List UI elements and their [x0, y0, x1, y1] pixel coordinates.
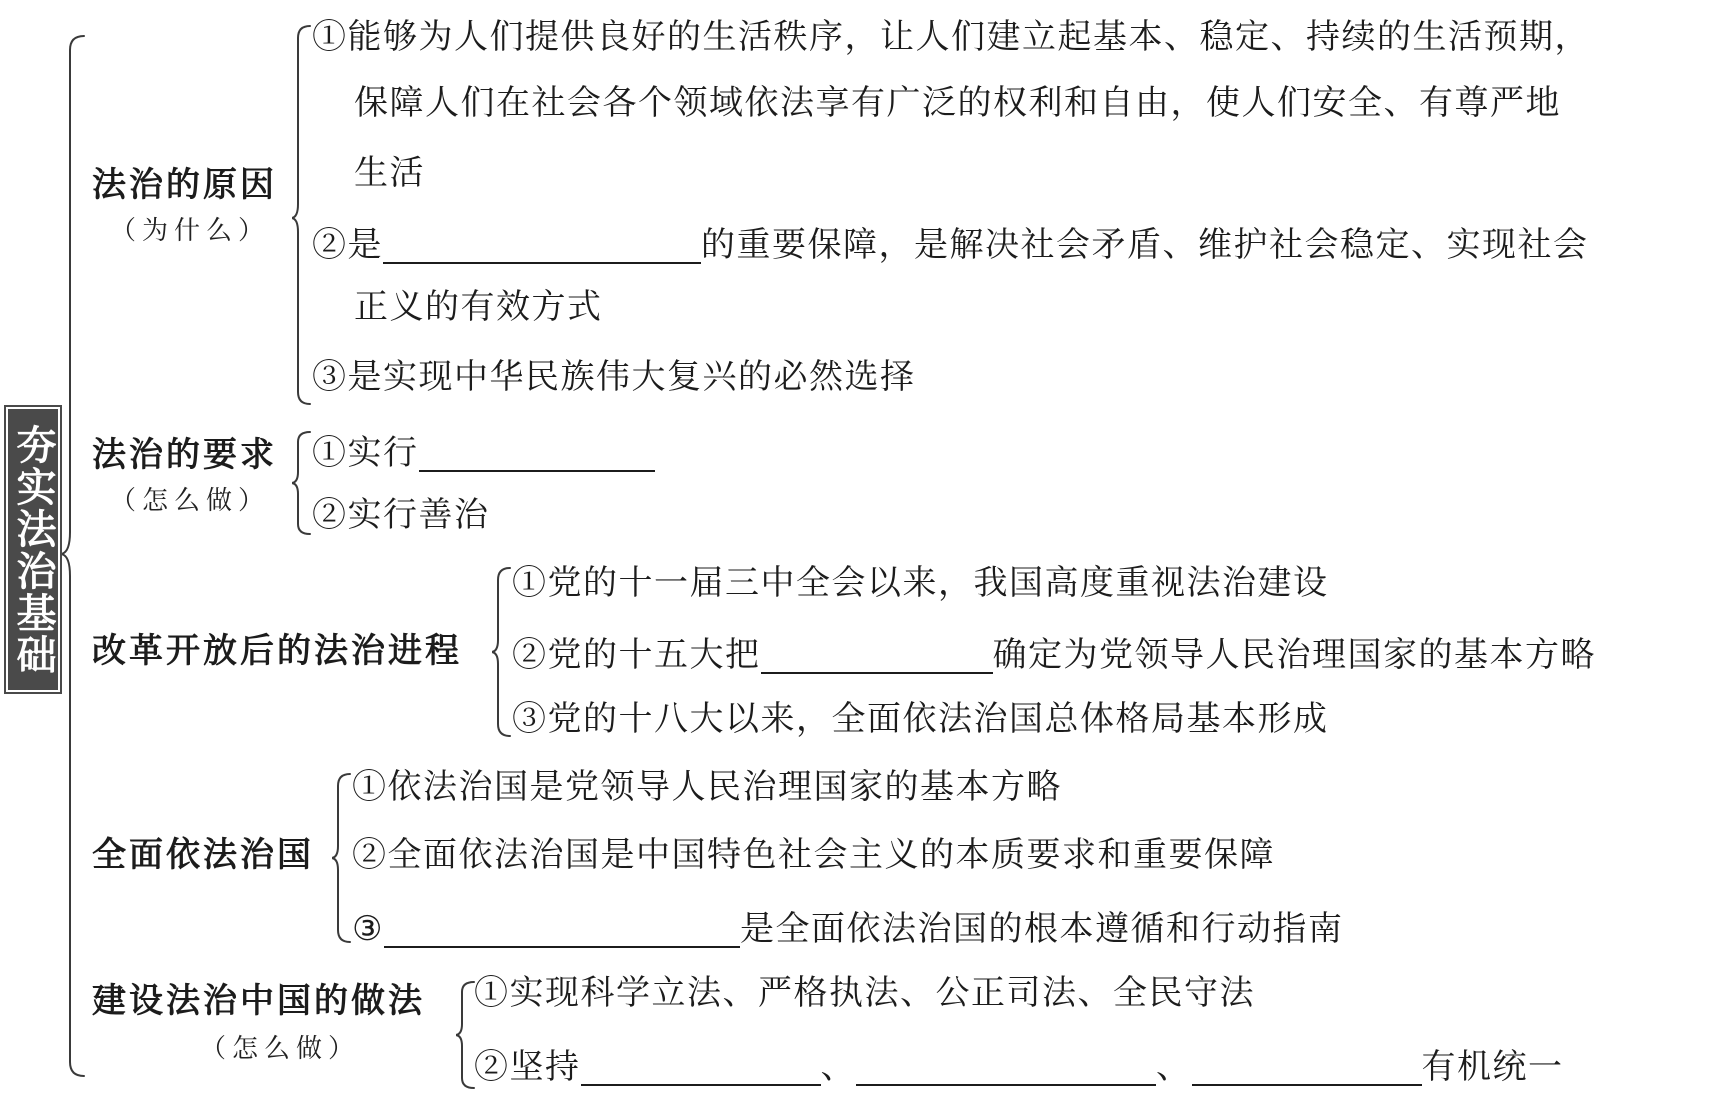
- item-progress-3: [512, 699, 1329, 739]
- item-text: 实现科学立法、严格执法、公正司法、全民守法: [509, 973, 1255, 1013]
- item-marker: ②: [312, 495, 348, 535]
- item-reason-1-line3: 生活: [354, 153, 425, 193]
- item-requirement-1: [312, 430, 655, 472]
- section-sublabel-reason: （为什么）: [110, 216, 271, 246]
- fill-in-blank[interactable]: [581, 1044, 821, 1086]
- item-comprehensive-1: [352, 767, 1062, 807]
- root-title-box: [6, 407, 60, 692]
- item-text: 党的十八大以来，全面依法治国总体格局基本形成: [547, 699, 1329, 739]
- brace-comprehensive: [332, 770, 354, 946]
- item-text: 依法治国是党领导人民治理国家的基本方略: [387, 767, 1062, 807]
- item-reason-2: [312, 222, 1589, 264]
- main-brace: [62, 32, 92, 1082]
- item-text-before: 党的十五大把: [547, 635, 761, 675]
- item-reason-1-line2: 保障人们在社会各个领域依法享有广泛的权利和自由，使人们安全、有尊严地: [354, 83, 1561, 123]
- item-progress-2: [512, 632, 1596, 674]
- item-marker: ①: [312, 433, 348, 473]
- item-text-after: 是全面依法治国的根本遵循和行动指南: [739, 909, 1344, 949]
- item-text: 党的十一届三中全会以来，我国高度重视法治建设: [547, 563, 1329, 603]
- item-marker: ③: [352, 909, 384, 949]
- item-text-before: 坚持: [509, 1047, 581, 1087]
- item-comprehensive-2: [352, 835, 1275, 875]
- item-marker: ③: [312, 357, 348, 397]
- brace-reason: [292, 22, 314, 408]
- item-reason-3: [312, 357, 916, 397]
- item-text-before: 实行: [347, 433, 419, 473]
- separator: 、: [1156, 1047, 1192, 1087]
- item-practice-1: [474, 973, 1255, 1013]
- item-reason-1: [312, 17, 1590, 57]
- item-practice-2: [474, 1044, 1564, 1086]
- item-text: 全面依法治国是中国特色社会主义的本质要求和重要保障: [387, 835, 1275, 875]
- item-text-after: 确定为党领导人民治理国家的基本方略: [992, 635, 1596, 675]
- item-marker: ③: [512, 699, 548, 739]
- item-marker: ②: [312, 225, 348, 265]
- section-label-comprehensive: 全面依法治国: [92, 835, 314, 875]
- item-marker: ②: [512, 635, 548, 675]
- fill-in-blank[interactable]: [383, 222, 701, 264]
- section-label-requirement: 法治的要求: [92, 435, 277, 475]
- brace-requirement: [292, 428, 314, 538]
- fill-in-blank[interactable]: [1192, 1044, 1422, 1086]
- separator: 、: [820, 1047, 856, 1087]
- brace-progress: [492, 564, 514, 740]
- section-label-progress: 改革开放后的法治进程: [92, 631, 462, 671]
- item-reason-2-line2: 正义的有效方式: [354, 287, 603, 327]
- section-label-reason: 法治的原因: [92, 165, 277, 205]
- item-marker: ①: [512, 563, 548, 603]
- section-sublabel-practice: （怎么做）: [200, 1034, 361, 1064]
- item-marker: ①: [352, 767, 388, 807]
- item-text: 能够为人们提供良好的生活秩序，让人们建立起基本、稳定、持续的生活预期，: [347, 17, 1590, 57]
- item-marker: ②: [352, 835, 388, 875]
- item-progress-1: [512, 563, 1329, 603]
- fill-in-blank[interactable]: [761, 632, 993, 674]
- item-requirement-2: [312, 495, 490, 535]
- root-title: 夯实法治基础: [10, 423, 56, 676]
- fill-in-blank[interactable]: [856, 1044, 1156, 1086]
- fill-in-blank[interactable]: [419, 430, 655, 472]
- item-text-after: 的重要保障，是解决社会矛盾、维护社会稳定、实现社会: [701, 225, 1589, 265]
- fill-in-blank[interactable]: [384, 906, 740, 948]
- item-marker: ①: [474, 973, 510, 1013]
- item-marker: ②: [474, 1047, 510, 1087]
- item-text-before: 是: [347, 225, 383, 265]
- item-text-after: 有机统一: [1421, 1047, 1564, 1087]
- item-marker: ①: [312, 17, 348, 57]
- item-text: 实行善治: [347, 495, 490, 535]
- item-comprehensive-3: [352, 906, 1343, 948]
- section-label-practice: 建设法治中国的做法: [92, 981, 425, 1021]
- section-sublabel-requirement: （怎么做）: [110, 486, 271, 516]
- item-text: 是实现中华民族伟大复兴的必然选择: [347, 357, 916, 397]
